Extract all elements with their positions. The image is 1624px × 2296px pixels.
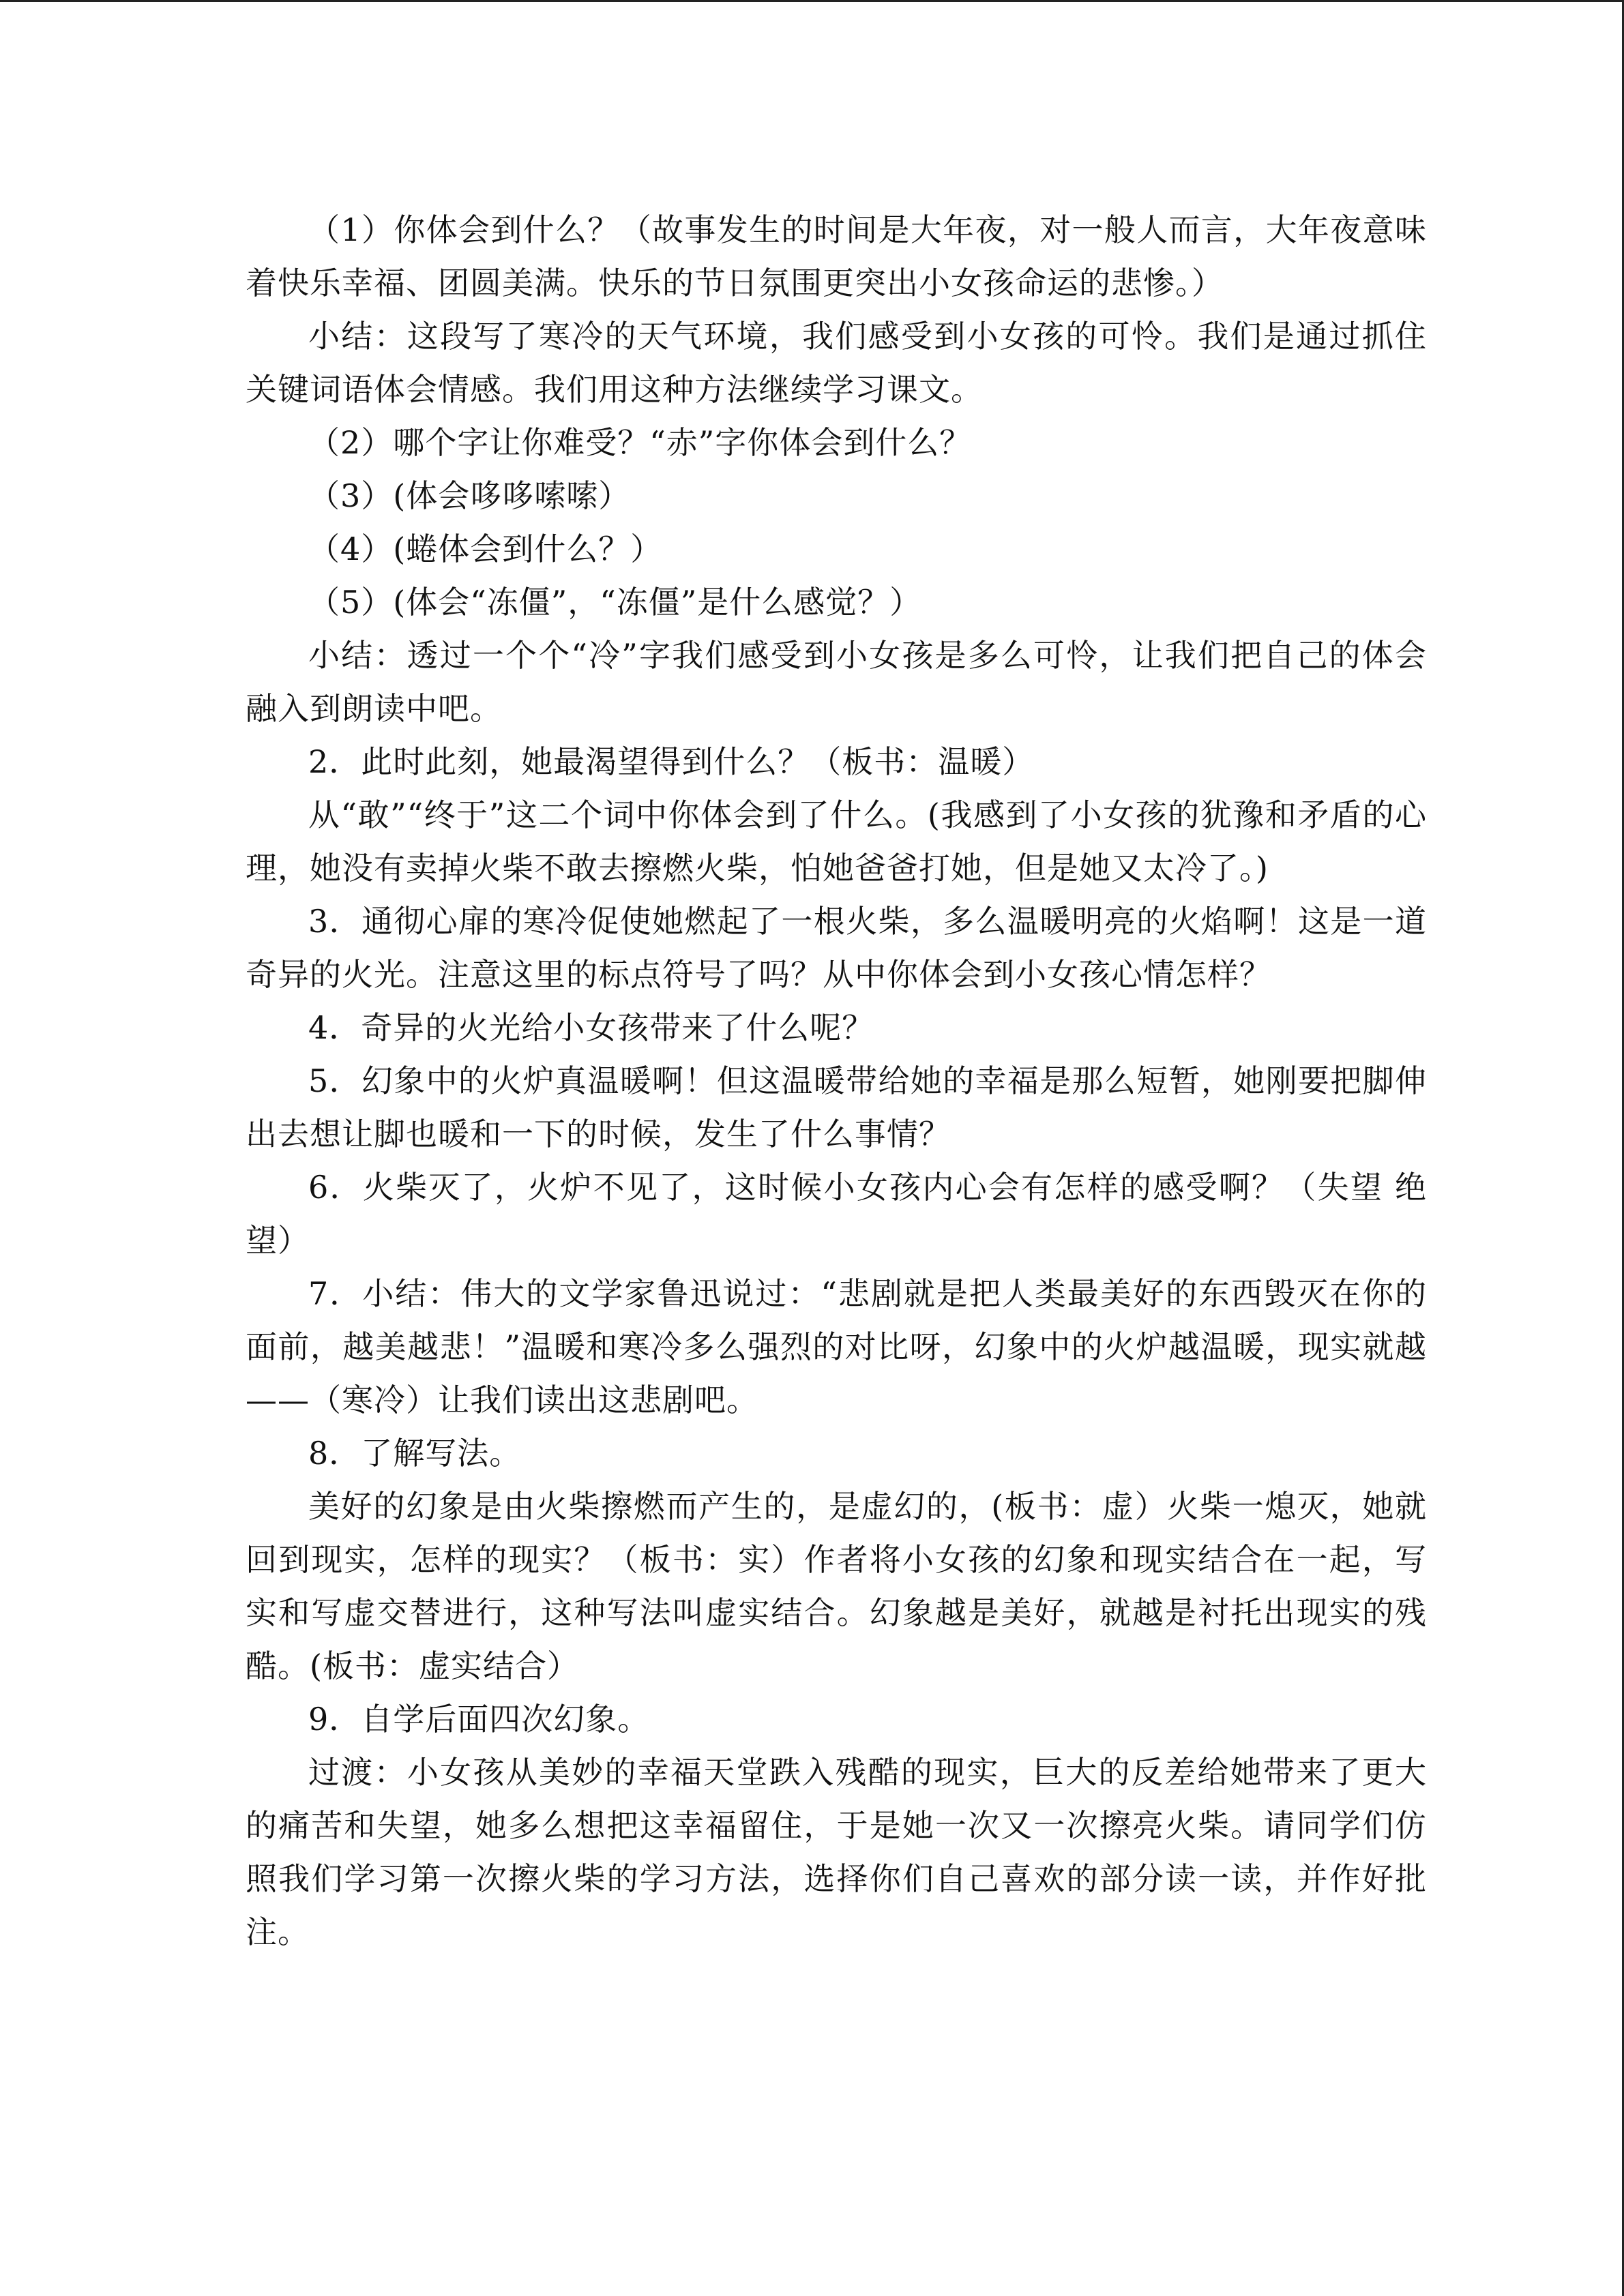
paragraph-transition: 过渡：小女孩从美妙的幸福天堂跌入残酷的现实，巨大的反差给她带来了更大的痛苦和失望，她多么想把这幸福留住，于是她一次又一次擦亮火柴。请同学们仿照我们学习第一次擦火柴的学习方法，选择你们自己喜欢的部分读一读，并作好批注。 bbox=[246, 1754, 1427, 1950]
paragraph-item-8: 8．了解写法。 bbox=[308, 1435, 522, 1472]
paragraph-q5: （5）(体会“冻僵”，“冻僵”是什么感觉？） bbox=[308, 584, 922, 621]
paragraph-item-3: 3．通彻心扉的寒冷促使她燃起了一根火柴，多么温暖明亮的火焰啊！这是一道奇异的火光。注意这里的标点符号了吗？从中你体会到小女孩心情怎样？ bbox=[246, 903, 1427, 993]
paragraph-q1: （1）你体会到什么？（故事发生的时间是大年夜，对一般人而言，大年夜意味着快乐幸福、团圆美满。快乐的节日氛围更突出小女孩命运的悲惨。） bbox=[246, 211, 1427, 301]
paragraph-item-9: 9．自学后面四次幻象。 bbox=[308, 1701, 650, 1738]
paragraph-item-8-detail: 美好的幻象是由火柴擦燃而产生的，是虚幻的，(板书：虚）火柴一熄灭，她就回到现实，怎样的现实？（板书：实）作者将小女孩的幻象和现实结合在一起，写实和写虚交替进行，这种写法叫虚实结合。幻象越是美好，就越是衬托出现实的残酷。(板书：虚实结合） bbox=[246, 1488, 1427, 1684]
paragraph-q3: （3）(体会哆哆嗦嗦） bbox=[308, 477, 631, 514]
paragraph-item-5: 5．幻象中的火炉真温暖啊！但这温暖带给她的幸福是那么短暂，她刚要把脚伸出去想让脚也暖和一下的时候，发生了什么事情？ bbox=[246, 1062, 1427, 1152]
paragraph-item-2-detail: 从“敢”“终于”这二个词中你体会到了什么。(我感到了小女孩的犹豫和矛盾的心理，她没有卖掉火柴不敢去擦燃火柴，怕她爸爸打她，但是她又太冷了。) bbox=[246, 796, 1427, 886]
document-body bbox=[246, 203, 1427, 1958]
paragraph-summary-2: 小结：透过一个个“冷”字我们感受到小女孩是多么可怜，让我们把自己的体会融入到朗读中吧。 bbox=[246, 637, 1427, 727]
paragraph-item-7: 7．小结：伟大的文学家鲁迅说过：“悲剧就是把人类最美好的东西毁灭在你的面前，越美越悲！”温暖和寒冷多么强烈的对比呀，幻象中的火炉越温暖，现实就越——（寒冷）让我们读出这悲剧吧。 bbox=[246, 1275, 1427, 1418]
paragraph-q4: （4）(蜷体会到什么？） bbox=[308, 531, 663, 567]
paragraph-summary-1: 小结：这段写了寒冷的天气环境，我们感受到小女孩的可怜。我们是通过抓住关键词语体会情感。我们用这种方法继续学习课文。 bbox=[246, 318, 1427, 408]
paragraph-item-4: 4．奇异的火光给小女孩带来了什么呢？ bbox=[308, 1009, 874, 1046]
paragraph-item-6: 6．火柴灭了，火炉不见了，这时候小女孩内心会有怎样的感受啊？（失望 绝望） bbox=[246, 1169, 1427, 1259]
paragraph-q2: （2）哪个字让你难受？“赤”字你体会到什么？ bbox=[308, 424, 972, 461]
page-top-border bbox=[0, 0, 1624, 2]
paragraph-item-2: 2．此时此刻，她最渴望得到什么？（板书：温暖） bbox=[308, 743, 1035, 780]
